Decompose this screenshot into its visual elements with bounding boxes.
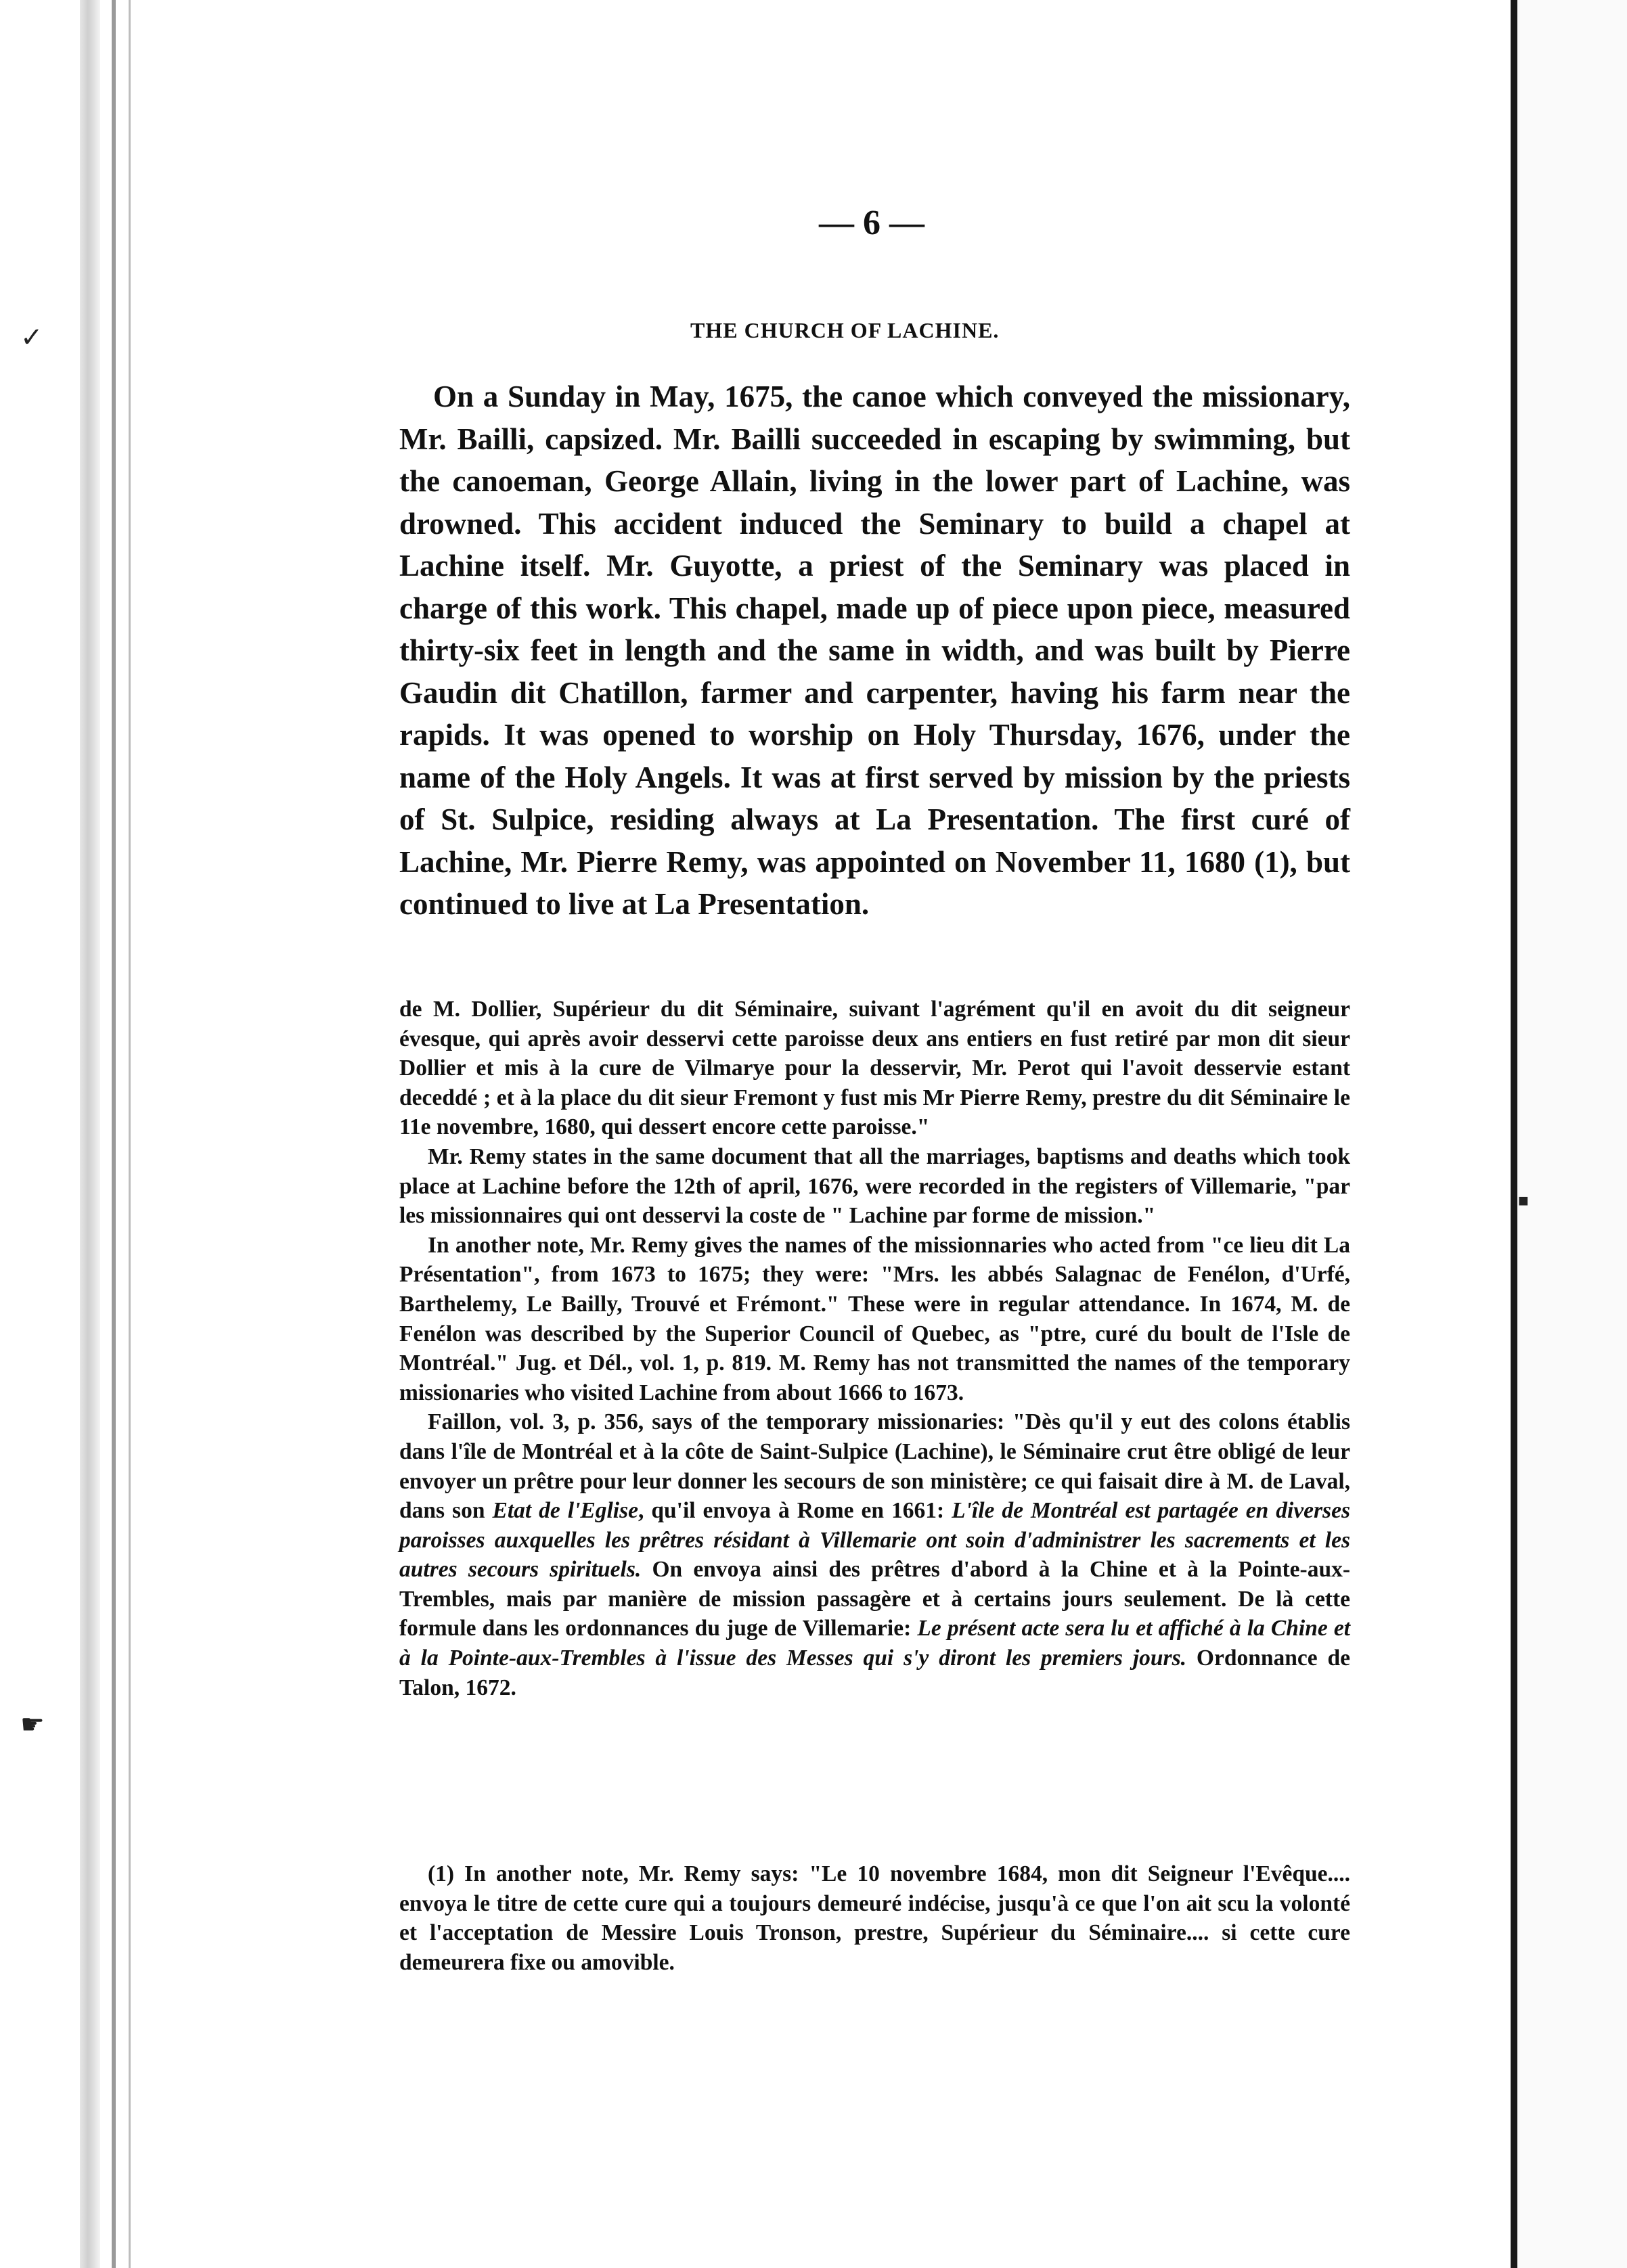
note-4-italic-formula: Le présent acte sera lu et affiché à la Chine et à la Pointe-aux-Trembles à l'issue des Messes qui s'y diront les premiers jours. [399,1616,1351,1671]
page-number: — 6 — [819,204,924,242]
note-paragraph-2: Mr. Remy states in the same document that all the marriages, baptisms and deaths which took place at Lachine before the 12th of april, 1676, were recorded in the registers of Villemarie, "par les missionnaires qui ont desservi la coste de " Lachine par forme de mission." [399,1143,1350,1229]
note-4-text-e: On envoya ainsi des prêtres d'abord à la Chine et à la Pointe-aux-Trembles, mais par manière de mission passagère et à certains jours seulement. De là cette formule dans les ordonnances du juge de Villemarie: [399,1557,1350,1641]
note-paragraph-4 [399,1407,1350,1702]
page-binding-line-secondary [129,0,131,2268]
page-right-edge [1511,0,1517,2268]
note-4-text-a: Faillon, vol. 3, p. 356, says of the temporary missionaries: "Dès qu'il y eut des colons établis dans l'île de Montréal et à la côte de Saint-Sulpice (Lachine), le Séminaire crut être obligé de leur envoyer un prêtre pour leur donner les secours de son ministère; ce qui faisait dire à M. de Laval, dans son [399,1409,1350,1524]
note-4-text-g: Ordonnance de Talon, 1672. [399,1646,1350,1700]
footnote: (1) In another note, Mr. Remy says: "Le 10 novembre 1684, mon dit Seigneur l'Evêque.... envoya le titre de cette cure qui a toujours demeuré indécise, jusqu'à ce que l'on ait scu la volonté et l'acceptation de Messire Louis Tronson, prestre, Supérieur du Séminaire.... si cette cure demeurera fixe ou amovible. [399,1861,1350,1975]
page-binding-line [112,0,116,2268]
margin-dot-mark-icon: ■ [1518,1191,1529,1210]
margin-pointer-mark-icon: ☛ [20,1709,45,1740]
main-paragraph: On a Sunday in May, 1675, the canoe which conveyed the missionary, Mr. Bailli, capsized. Mr. Bailli succeeded in escaping by swimming, but the canoeman, George Allain, living in the lower part of Lachine, was drowned. This accident induced the Seminary to build a chapel at Lachine itself. Mr. Guyotte, a priest of the Seminary was placed in charge of this work. This chapel, made up of piece upon piece, measured thirty-six feet in length and the same in width, and was built by Pierre Gaudin dit Chatillon, farmer and carpenter, having his farm near the rapids. It was opened to worship on Holy Thursday, 1676, under the name of the Holy Angels. It was at first served by mission by the priests of St. Sulpice, residing always at La Presentation. The first curé of Lachine, Mr. Pierre Remy, was appointed on November 11, 1680 (1), but continued to live at La Presentation. [399,380,1350,921]
margin-check-mark-icon: ✓ [20,322,43,353]
note-4-text-c: , qu'il envoya à Rome en 1661: [638,1498,952,1524]
right-margin [1517,0,1627,2268]
note-paragraph-3: In another note, Mr. Remy gives the names of the missionnaries who acted from "ce lieu dit La Présentation", from 1673 to 1675; they were: "Mrs. les abbés Salagnac de Fenélon, d'Urfé, Barthelemy, Le Bailly, Trouvé et Frémont." These were in regular attendance. In 1674, M. de Fenélon was described by the Superior Council of Quebec, as "ptre, curé du boult de l'Isle de Montréal." Jug. et Dél., vol. 1, p. 819. M. Remy has not transmitted the names of the temporary missionaries who visited Lachine from about 1666 to 1673. [399,1232,1350,1405]
page-left-edge [80,0,100,2268]
notes-section [399,995,1350,1702]
note-4-italic-title: Etat de l'Eglise [492,1498,639,1524]
section-heading: THE CHURCH OF LACHINE. [690,318,1000,342]
note-paragraph-1: de M. Dollier, Supérieur du dit Séminaire, suivant l'agrément qu'il en avoit du dit seigneur évesque, qui après avoir desservi cette paroisse deux ans entiers en fust retiré par mon dit sieur Dollier et mis à la cure de Vilmarye pour la desservir, Mr. Perot qui l'avoit desservie estant deceddé ; et à la place du dit sieur Fremont y fust mis Mr Pierre Remy, prestre du dit Séminaire le 11e novembre, 1680, qui dessert encore cette paroisse." [399,997,1350,1140]
note-4-italic-quote: L'île de Montréal est partagée en diverses paroisses auxquelles les prêtres résidant à Villemarie ont soin d'administrer les sacrements et les autres secours spirituels. [399,1498,1350,1583]
